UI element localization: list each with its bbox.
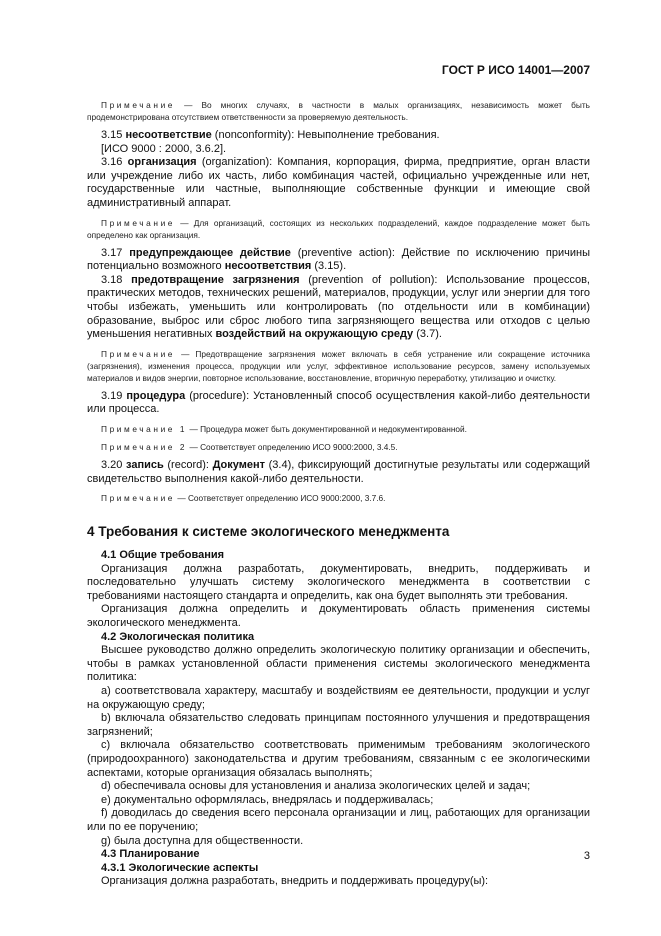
text-run: e) документально оформлялась, внедрялась и поддерживалась;	[101, 793, 434, 806]
paragraph	[87, 143, 590, 157]
note-label: Примечание 1	[101, 423, 188, 434]
text-run: 3.15	[101, 129, 126, 141]
page-number: 3	[583, 850, 590, 862]
paragraph	[87, 247, 590, 274]
text-run: f) доводилась до сведения всего персонала организации и лиц, работающих для организации или по ее поручению;	[87, 807, 590, 833]
text-run: — Во многих случаях, в частности в малых организациях, независимость может быть продемонстрирована отсутствием ответственности за проверяемую деятельность.	[87, 100, 590, 122]
text-run: [ИСО 9000 : 2000, 3.6.2].	[101, 142, 227, 155]
text-run: Высшее руководство должно определить экологическую политику организации и обеспечить, чтобы в рамках установленной области применения системы экологического менеджмента политика:	[87, 644, 590, 684]
paragraph	[87, 875, 590, 889]
note-label: Примечание	[101, 348, 176, 359]
term-bold: запись	[126, 458, 164, 471]
text-run: 4 Требования к системе экологического менеджмента	[87, 524, 450, 540]
section-heading	[87, 524, 590, 539]
text-run: Организация должна разработать, внедрить и поддерживать процедуру(ы):	[101, 875, 489, 888]
paragraph	[87, 129, 590, 143]
text-run: 4.2 Экологическая политика	[101, 630, 255, 643]
note	[87, 423, 590, 435]
text-run: b) включала обязательство следовать принципам постоянного улучшения и предотвращения загрязнений;	[87, 712, 590, 738]
paragraph	[87, 644, 590, 685]
term-bold: Документ	[212, 458, 266, 471]
text-run: 4.3.1 Экологические аспекты	[101, 861, 259, 874]
text-run: (procedure): Установленный способ осуществления какой-либо деятельности или процесса.	[87, 389, 591, 416]
text-run: — Предотвращение загрязнения может включать в себя устранение или сокращение источника (загрязнения), изменения процесса, продукции или услуг, эффективное использование ресурсов, замену используемых материалов и видов энергии, повторное использование, восстановление, вторичную переработку, утилизацию и очистку.	[87, 348, 590, 383]
note	[87, 492, 590, 504]
text-run: 3.20	[101, 458, 127, 471]
paragraph	[87, 794, 590, 808]
paragraph	[87, 603, 590, 630]
text-run: 3.17	[101, 246, 130, 259]
text-run: 3.19	[101, 389, 127, 402]
text-run: (preventive action): Действие по исключению причины потенциально возможного	[87, 246, 590, 273]
paragraph	[87, 390, 590, 417]
text-run: 4.3 Планирование	[101, 848, 200, 861]
subsection-heading	[87, 549, 590, 563]
paragraph	[87, 274, 590, 342]
term-bold: процедура	[126, 389, 186, 402]
text-run: — Соответствует определению ИСО 9000:2000, 3.4.5.	[187, 441, 398, 452]
paragraph	[87, 835, 590, 849]
paragraph	[87, 459, 590, 486]
note	[87, 348, 590, 384]
document-body	[87, 93, 590, 889]
text-run: (prevention of pollution): Использование процессов, практических методов, технических решений, материалов, продукции, услуг или энергии для того чтобы избежать, уменьшить или контролировать (по отдельности или в комбинации) образование, выброс или сброс любого типа загрязняющего вещества или отходов с целью уменьшения негативных	[87, 273, 590, 341]
paragraph	[87, 739, 590, 780]
text-run: g) была доступна для общественности.	[101, 834, 304, 847]
subsection-heading	[87, 848, 590, 862]
note-label: Примечание 2	[101, 441, 188, 452]
text-run: 3.16	[101, 156, 128, 169]
text-run: c) включала обязательство соответствовать применимым требованиям экологического (природоохранного) законодательства и другим требованиям, связанным с ее экологическими аспектами, которые организация обязалась выполнять;	[87, 739, 590, 779]
subsection-heading	[87, 631, 590, 645]
term-bold: несоответствие	[125, 129, 212, 141]
text-run: Организация должна определить и документировать область применения системы экологического менеджмента.	[87, 603, 590, 630]
text-run: — Для организаций, состоящих из нескольких подразделений, каждое подразделение может быть определено как организация.	[87, 217, 590, 240]
paragraph	[87, 807, 590, 834]
paragraph	[87, 712, 590, 739]
paragraph	[87, 780, 590, 794]
note	[87, 441, 590, 453]
text-run: — Процедура может быть документированной и недокументированной.	[187, 423, 467, 434]
text-run: 4.1 Общие требования	[101, 549, 225, 562]
note	[87, 99, 590, 123]
text-run: — Соответствует определению ИСО 9000:2000, 3.7.6.	[175, 493, 386, 504]
term-bold: предотвращение загрязнения	[131, 273, 300, 286]
note-label: Примечание	[101, 100, 176, 110]
document-header-title: ГОСТ Р ИСО 14001—2007	[441, 63, 590, 77]
text-run: (3.15).	[311, 260, 347, 273]
paragraph	[87, 685, 590, 712]
text-run: Организация должна разработать, документировать, внедрить, поддерживать и последовательно улучшать систему экологического менеджмента в соответствии с требованиями настоящего стандарта и определить, как она будет выполнять эти требования.	[87, 562, 590, 602]
term-bold: организация	[127, 156, 197, 169]
paragraph	[87, 156, 590, 210]
text-run: (nonconformity): Невыполнение требования.	[211, 129, 440, 141]
text-run: (record):	[163, 458, 213, 471]
text-run: (3.4), фиксирующий достигнутые результаты или содержащий свидетельство выполнения какой-либо деятельности.	[87, 458, 590, 485]
note-label: Примечание	[101, 217, 176, 228]
text-run: a) соответствовала характеру, масштабу и воздействиям ее деятельности, продукции и услуг на окружающую среду;	[87, 685, 590, 711]
term-bold: предупреждающее действие	[129, 246, 291, 259]
paragraph	[87, 563, 590, 604]
subsection-heading	[87, 862, 590, 876]
text-run: d) обеспечивала основы для установления и анализа экологических целей и задач;	[101, 780, 531, 793]
term-bold: несоответствия	[224, 260, 312, 273]
text-run: (organization): Компания, корпорация, фирма, предприятие, орган власти или учреждение либо их часть, либо комбинация частей, официально учрежденные или нет, государственные или частные, выполняющие собственные функции и имеющие свой административный аппарат.	[87, 156, 590, 209]
text-run: 3.18	[101, 273, 132, 286]
note-label: Примечание	[101, 493, 176, 504]
note	[87, 217, 590, 241]
text-run: (3.7).	[413, 328, 442, 341]
term-bold: воздействий на окружающую среду	[215, 328, 414, 341]
